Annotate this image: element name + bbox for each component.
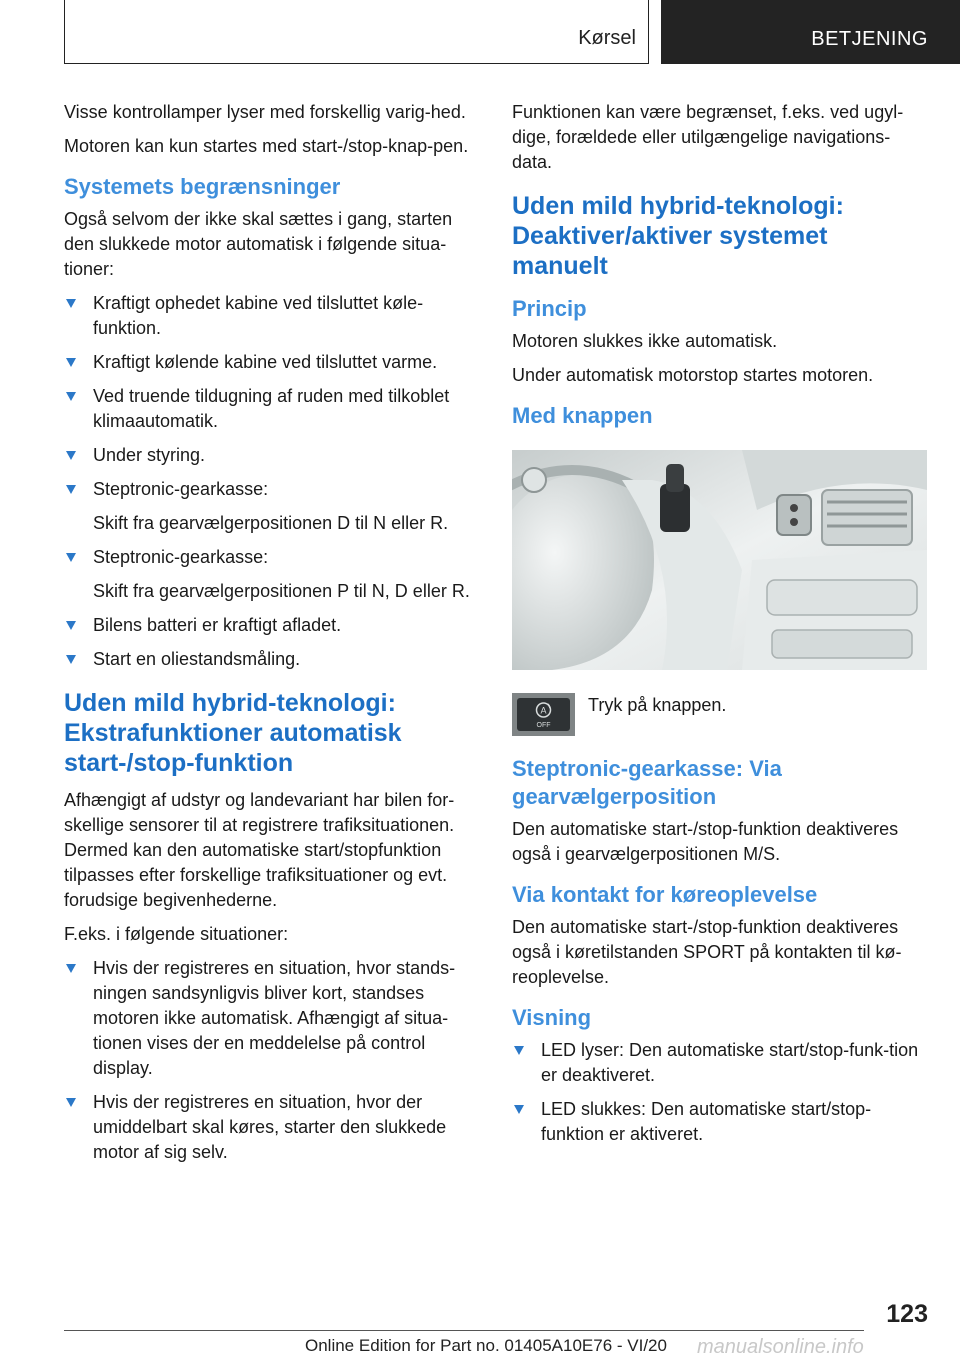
header-section-box (661, 0, 960, 64)
display-list (512, 1038, 927, 1147)
list-item: Under styring. (64, 443, 479, 468)
header-chapter-box (64, 0, 649, 64)
edition-text: Online Edition for Part no. 01405A10E76 - VI/20 (305, 1336, 667, 1355)
bullet-triangle-icon (66, 1098, 76, 1107)
paragraph: Også selvom der ikke skal sættes i gang, starten den slukkede motor automatisk i følgende situa-tioner: (64, 209, 453, 279)
button-glyph-off: OFF (536, 722, 551, 729)
bullet-triangle-icon (66, 485, 76, 494)
heading-extra-functions: Uden mild hybrid-teknologi: Ekstrafunktioner automatisk start-/stop-funktion (64, 689, 402, 777)
list-item: Kraftigt ophedet kabine ved tilsluttet køle-funktion. (64, 291, 479, 341)
bullet-triangle-icon (66, 392, 76, 401)
watermark: manualsonline.info (697, 1336, 864, 1358)
chapter-title: Kørsel (578, 27, 636, 49)
dashboard-photo (512, 450, 927, 670)
limits-list (64, 291, 479, 672)
paragraph: Funktionen kan være begrænset, f.eks. ved ugyl-dige, forældede eller utilgængelige navigations-data. (512, 102, 904, 172)
paragraph: F.eks. i følgende situationer: (64, 924, 289, 944)
button-row (512, 693, 927, 741)
paragraph: Visse kontrollamper lyser med forskellig varig-hed. (64, 102, 466, 122)
heading-driving-experience: Via kontakt for køreoplevelse (512, 882, 818, 907)
button-instruction: Tryk på knappen. (588, 695, 727, 715)
paragraph: Motoren slukkes ikke automatisk. (512, 331, 778, 351)
list-item-sub: Skift fra gearvælgerpositionen D til N eller R. (93, 513, 449, 533)
bullet-triangle-icon (66, 964, 76, 973)
bullet-triangle-icon (66, 299, 76, 308)
paragraph: Afhængigt af udstyr og landevariant har bilen for-skellige sensorer til at registrere trafiksituationen. Dermed kan den automatiske start/stopfunktion tilpasses efter forskellige trafiksituationer og evt. forudsige begivenhederne. (64, 790, 455, 910)
paragraph: Motoren kan kun startes med start-/stop-knap-pen. (64, 136, 469, 156)
bullet-triangle-icon (66, 358, 76, 367)
heading-with-button: Med knappen (512, 403, 653, 428)
list-item: Bilens batteri er kraftigt afladet. (64, 613, 479, 638)
list-item-sub: Skift fra gearvælgerpositionen P til N, D eller R. (93, 581, 470, 601)
paragraph: Den automatiske start-/stop-funktion deaktiveres også i gearvælgerpositionen M/S. (512, 819, 899, 864)
right-column (512, 100, 927, 1156)
list-item: Start en oliestandsmåling. (64, 647, 479, 672)
list-item: Steptronic-gearkasse: Skift fra gearvælgerpositionen D til N eller R. (64, 477, 479, 536)
list-item: Hvis der registreres en situation, hvor stands-ningen sandsynligvis bliver kort, standses motoren ikke automatisk. Afhængigt af situa-tionen vises der en meddelelse på control display. (64, 956, 479, 1081)
list-item: LED slukkes: Den automatiske start/stop-funktion er aktiveret. (512, 1097, 927, 1147)
footer-divider (64, 1330, 864, 1331)
heading-steptronic: Steptronic-gearkasse: Via gearvælgerposition (512, 756, 782, 809)
section-title: BETJENING (811, 28, 928, 50)
list-item: Ved truende tildugning af ruden med tilkoblet klimaautomatik. (64, 384, 479, 434)
list-item: Hvis der registreres en situation, hvor der umiddelbart skal køres, starter den slukkede motor af sig selv. (64, 1090, 479, 1165)
auto-start-stop-off-icon (512, 693, 575, 736)
heading-display: Visning (512, 1005, 592, 1030)
list-item: LED lyser: Den automatiske start/stop-funk-tion er deaktiveret. (512, 1038, 927, 1088)
situations-list (64, 956, 479, 1165)
bullet-triangle-icon (66, 451, 76, 460)
left-column (64, 100, 479, 1174)
heading-deactivate: Uden mild hybrid-teknologi: Deaktiver/aktiver systemet manuelt (512, 192, 844, 280)
bullet-triangle-icon (66, 553, 76, 562)
page-number: 123 (886, 1300, 928, 1328)
heading-limits: Systemets begrænsninger (64, 174, 341, 199)
list-item: Kraftigt kølende kabine ved tilsluttet varme. (64, 350, 479, 375)
bullet-triangle-icon (514, 1105, 524, 1114)
bullet-triangle-icon (66, 655, 76, 664)
bullet-triangle-icon (66, 621, 76, 630)
heading-principle: Princip (512, 296, 587, 321)
button-glyph-a: A (540, 705, 547, 716)
list-item: Steptronic-gearkasse: Skift fra gearvælgerpositionen P til N, D eller R. (64, 545, 479, 604)
paragraph: Den automatiske start-/stop-funktion deaktiveres også i køretilstanden SPORT på kontakten til kø-reoplevelse. (512, 917, 902, 987)
bullet-triangle-icon (514, 1046, 524, 1055)
paragraph: Under automatisk motorstop startes motoren. (512, 365, 874, 385)
